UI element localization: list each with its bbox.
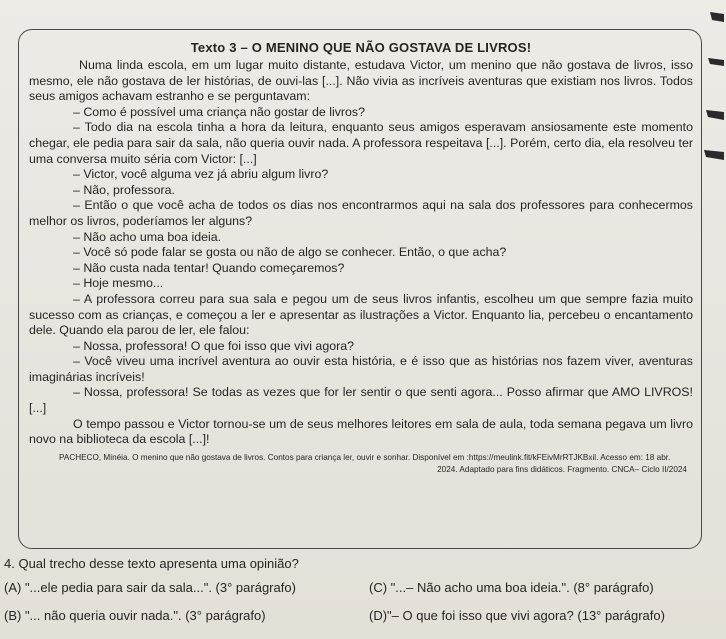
ink-mark-3 xyxy=(706,110,724,120)
paragraph-9: – Não custa nada tentar! Quando começaremos? xyxy=(73,260,345,275)
paragraph-11: – A professora correu para sua sala e pegou um de seus livros infantis, escolheu um que sempre fazia muito sucesso com as crianças, e começou a ler e apresentar as ilustrações a Victor. Enquanto lia, percebeu o encantamento dele. Quando ela parou de ler, ele falou: xyxy=(29,291,693,338)
ink-mark-2 xyxy=(708,58,724,66)
paragraph-6: – Então o que você acha de todos os dias nos encontrarmos aqui na sala dos professores para conhecermos melhor os livros, poderíamos ler alguns? xyxy=(29,198,693,228)
paragraph-10: – Hoje mesmo... xyxy=(73,276,164,291)
paragraph-1: Numa linda escola, em um lugar muito distante, estudava Victor, um menino que não gostava de livros, isso mesmo, ele não gostava de ler histórias, de ouvi-las [...]. Não vivia as incríveis aventuras que existiam nos livros. Todos seus amigos achavam estranho e se perguntavam: xyxy=(29,58,693,104)
paragraph-3: – Todo dia na escola tinha a hora da leitura, enquanto seus amigos esperavam ansiosamente este momento chegar, ele pedia para sair da sala, não queria ouvir nada. A professora respeitava [...]. Porém, certo dia, ela resolveu ter uma conversa muito séria com Victor: [...] xyxy=(29,120,693,166)
option-d[interactable]: (D)"– O que foi isso que vivi agora? (13° parágrafo) xyxy=(369,608,665,623)
option-a[interactable]: (A) "...ele pedia para sair da sala...". (3° parágrafo) xyxy=(4,580,296,595)
text-title: Texto 3 – O MENINO QUE NÃO GOSTAVA DE LIVROS! xyxy=(190,40,532,55)
paragraph-15: O tempo passou e Victor tornou-se um de seus melhores leitores em sala de aula, toda semana pegava um livro novo na biblioteca da escola [...]! xyxy=(29,416,693,447)
paragraph-7: – Não acho uma boa ideia. xyxy=(73,229,222,244)
source-reference: PACHECO, Minéia. O menino que não gostava de livros. Contos para criança ler, ouvir e sonhar. Disponível em :https://meulink.fit/kFEivMrRTJKBxil. Acesso em: 18 abr. xyxy=(59,452,671,462)
ink-mark-1 xyxy=(710,12,724,22)
question-4: 4. Qual trecho desse texto apresenta uma opinião? xyxy=(4,556,299,571)
paragraph-2: – Como é possível uma criança não gostar de livros? xyxy=(73,104,366,119)
paragraph-12: – Nossa, professora! O que foi isso que vivi agora? xyxy=(73,338,355,353)
paragraph-4: – Victor, você alguma vez já abriu algum livro? xyxy=(73,167,329,182)
margin-ink-marks xyxy=(700,0,726,639)
paragraph-13: – Você viveu uma incrível aventura ao ouvir esta história, e é isso que as histórias nos fazem viver, aventuras imaginárias incríveis! xyxy=(29,354,693,384)
ink-mark-4 xyxy=(704,150,724,160)
reading-text-box xyxy=(18,29,702,549)
paragraph-8: – Você só pode falar se gosta ou não de algo se conhecer. Então, o que acha? xyxy=(73,245,507,260)
source-reference-line2: 2024. Adaptado para fins didáticos. Fragmento. CNCA– Ciclo II/2024 xyxy=(437,464,687,474)
option-c[interactable]: (C) "...– Não acho uma boa ideia.". (8° parágrafo) xyxy=(369,580,654,595)
paragraph-14: – Nossa, professora! Se todas as vezes que for ler sentir o que senti agora... Posso afirmar que AMO LIVROS! [...] xyxy=(29,385,693,416)
paragraph-5: – Não, professora. xyxy=(73,182,175,197)
option-b[interactable]: (B) "... não queria ouvir nada.". (3° parágrafo) xyxy=(4,608,266,623)
